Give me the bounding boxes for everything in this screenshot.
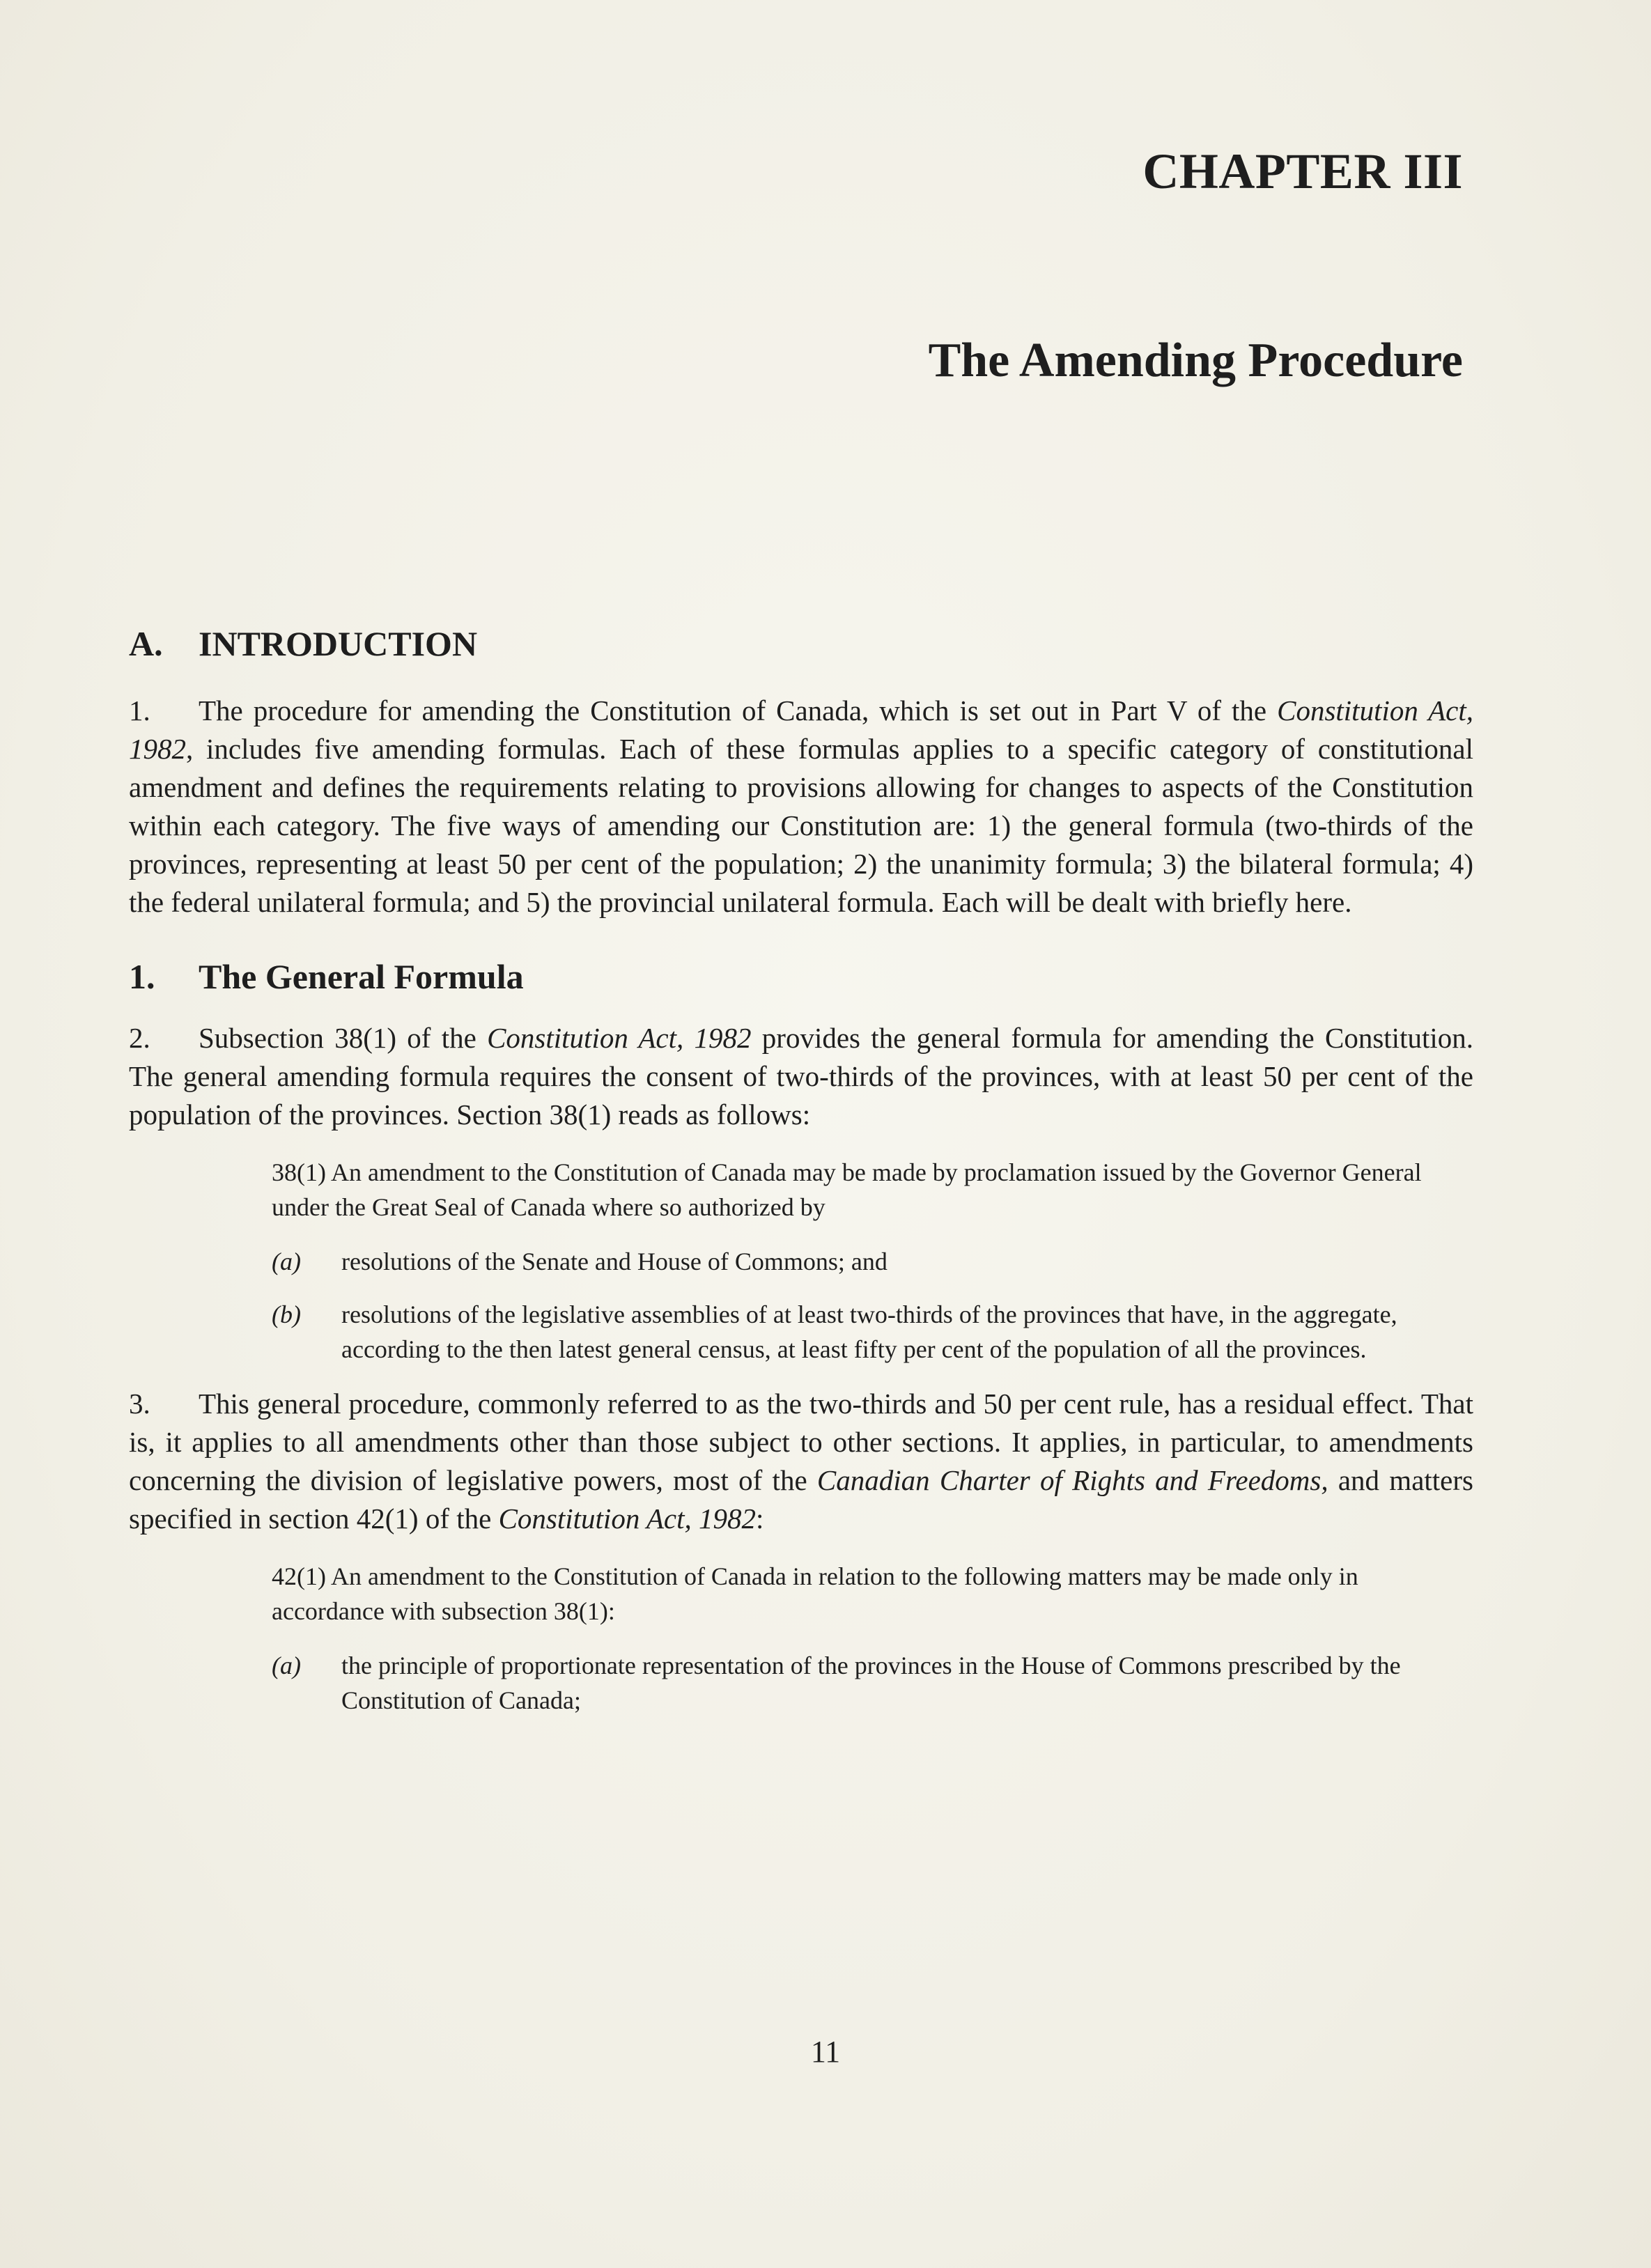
quote-section-38 (272, 1155, 1470, 1367)
quote-item (272, 1648, 1470, 1718)
charter-citation: Canadian Charter of Rights and Freedoms, (816, 1464, 1328, 1496)
section-title: INTRODUCTION (199, 624, 478, 663)
quote-lead: 42(1) An amendment to the Constitution of Canada in relation to the following matters may be made only in accordance with subsection 38(1): (272, 1562, 1358, 1625)
quote-section-42 (272, 1559, 1470, 1718)
section-number: A. (129, 624, 163, 663)
act-citation: Constitution Act, 1982 (487, 1022, 752, 1054)
chapter-title: The Amending Procedure (928, 334, 1463, 387)
quote-lead: 38(1) An amendment to the Constitution of Canada may be made by proclamation issued by the Governor General under the Great Seal of Canada where so authorized by (272, 1158, 1422, 1221)
subsection-title: The General Formula (199, 957, 524, 996)
paragraph-text: This general procedure, commonly referred to as the two-thirds and 50 per cent rule, has a residual effect. That is, it applies to all amendments other than those subject to other sections. It applies, in particular, to amendments concerning the division of legislative powers, most of the (129, 1388, 1473, 1496)
item-text: the principle of proportionate representation of the provinces in the House of Commons prescribed by the Constitution of Canada; (341, 1652, 1401, 1714)
subsection-number: 1. (129, 957, 155, 996)
paragraph-text: provides the general formula for amending the Constitution. The general amending formula requires the consent of two-thirds of the provinces, with at least 50 per cent of the population of the provinces. Section 38(1) reads as follows: (129, 1022, 1474, 1131)
chapter-label: CHAPTER III (1142, 143, 1463, 199)
paragraph-1 (129, 692, 1473, 922)
quote-item (272, 1244, 1470, 1279)
paragraph-3 (129, 1385, 1473, 1538)
paragraph-number: 1. (129, 694, 150, 727)
paragraph-number: 2. (129, 1022, 150, 1054)
item-text: resolutions of the legislative assemblies of at least two-thirds of the provinces that have, in the aggregate, according to the then latest general census, at least fifty per cent of the population of all the provinces. (341, 1300, 1397, 1363)
item-label: (a) (272, 1652, 301, 1679)
act-citation: Constitution Act, 1982 (498, 1502, 756, 1535)
item-text: resolutions of the Senate and House of Commons; and (341, 1248, 887, 1275)
paragraph-text: , includes five amending formulas. Each of these formulas applies to a specific category of constitutional amendment and defines the requirements relating to provisions allowing for changes to aspects of the Constitution within each category. The five ways of amending our Constitution are: 1) the general formula (two-thirds of the provinces, representing at least 50 per cent of the population; 2) the unanimity formula; 3) the bilateral formula; 4) the federal unilateral formula; and 5) the provincial unilateral formula. Each will be dealt with briefly here. (129, 733, 1473, 918)
page-number: 11 (810, 2035, 841, 2069)
paragraph-number: 3. (129, 1388, 150, 1420)
item-label: (b) (272, 1300, 301, 1328)
paragraph-text: : (755, 1502, 764, 1535)
section-heading-introduction (129, 623, 1473, 664)
paragraph-text: Subsection 38(1) of the (199, 1022, 488, 1054)
paragraph-2 (129, 1019, 1473, 1134)
paragraph-text: and matters specified in section 42(1) of the (129, 1464, 1473, 1535)
paragraph-text: The procedure for amending the Constitution of Canada, which is set out in Part V of the (199, 694, 1278, 727)
act-citation: Constitution Act, 1982 (129, 694, 1473, 765)
page-body (129, 623, 1473, 1736)
item-label: (a) (272, 1248, 301, 1275)
quote-item (272, 1297, 1470, 1367)
subsection-heading-general-formula (129, 956, 1473, 997)
